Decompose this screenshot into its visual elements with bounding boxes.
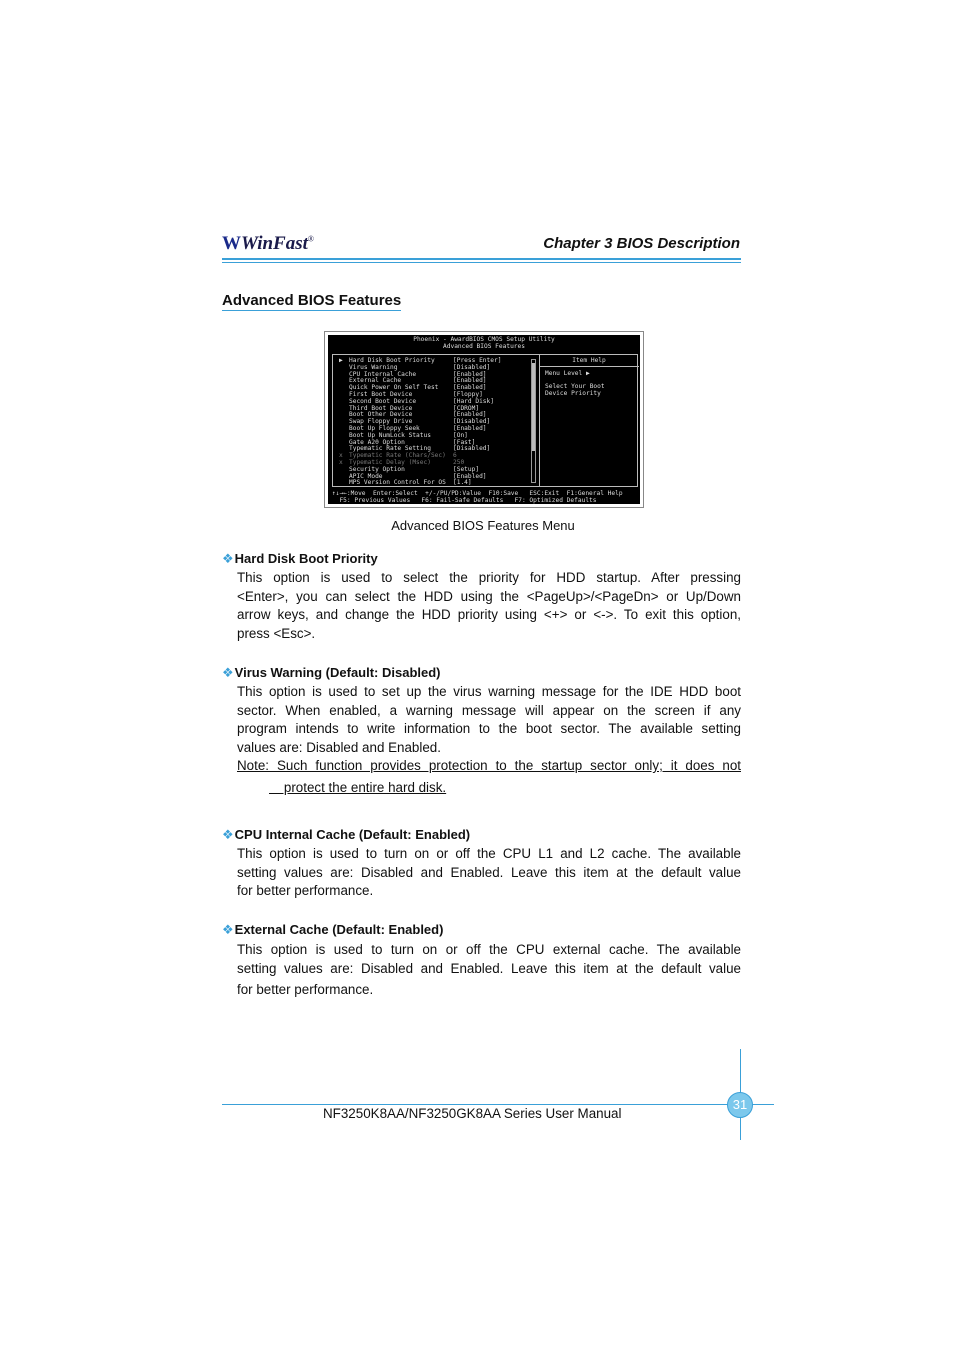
- virus-heading: [222, 665, 441, 681]
- winfast-logo: [222, 233, 314, 255]
- bios-scrollbar[interactable]: [531, 359, 536, 483]
- bios-help-menu-level: Menu Level ▶: [545, 370, 590, 377]
- manual-title: NF3250K8AA/NF3250GK8AA Series User Manual: [323, 1106, 622, 1121]
- logo-registered-mark: ®: [307, 234, 314, 244]
- paragraph-line: This option is used to turn on or off the CPU L1 and L2 cache. The available: [237, 846, 741, 861]
- bios-setting-label: Boot Other Device: [349, 411, 413, 419]
- bios-setting-value[interactable]: [Press Enter]: [453, 357, 502, 364]
- bios-setting-label: Typematic Delay (Msec): [349, 458, 431, 466]
- bios-help-title: Item Help: [572, 357, 606, 364]
- bios-item-list: [339, 358, 535, 487]
- bios-setting-value[interactable]: [Enabled]: [453, 411, 487, 419]
- bios-setting-value[interactable]: [CDROM]: [453, 404, 480, 412]
- paragraph-line: This option is used to select the priority for HDD startup. After pressing: [237, 570, 741, 585]
- bios-setting-value[interactable]: [Enabled]: [453, 424, 487, 432]
- paragraph-line: This option is used to set up the virus warning message for the IDE HDD boot: [237, 684, 741, 699]
- ext-cache-heading-text: External Cache (Default: Enabled): [234, 922, 444, 937]
- paragraph-line: setting values are: Disabled and Enabled. Leave this item at the default value: [237, 864, 741, 880]
- bios-title: [328, 337, 640, 351]
- bios-setting-label: Hard Disk Boot Priority: [349, 357, 435, 364]
- bios-title-line1: Phoenix - AwardBIOS CMOS Setup Utility: [413, 336, 555, 343]
- bios-setting-label: External Cache: [349, 377, 402, 385]
- bios-setting-value[interactable]: [Hard Disk]: [453, 397, 494, 405]
- bios-setting-value[interactable]: [Floppy]: [453, 390, 483, 398]
- bios-setting-label: Swap Floppy Drive: [349, 418, 413, 426]
- virus-heading-text: Virus Warning (Default: Disabled): [234, 665, 441, 680]
- section-title: Advanced BIOS Features: [222, 292, 402, 309]
- paragraph-line: arrow keys, and change the HDD priority using <+> or <->. To exit this option,: [237, 607, 741, 623]
- row-marker: x: [339, 452, 343, 460]
- cpu-cache-heading: [222, 827, 470, 843]
- bios-panel-divider: [539, 355, 540, 486]
- row-marker: x: [339, 458, 343, 466]
- bios-setting-label: First Boot Device: [349, 390, 413, 398]
- logo-mark: W: [222, 233, 241, 254]
- bios-help-line: Select Your Boot: [545, 383, 605, 390]
- bios-setting-label: CPU Internal Cache: [349, 370, 417, 378]
- bios-setting-value[interactable]: [Enabled]: [453, 370, 487, 378]
- bios-key-legend: [332, 491, 636, 505]
- paragraph-line: setting values are: Disabled and Enabled. Leave this item at the default value: [237, 960, 741, 976]
- paragraph-line: program intends to write information to the boot sector. The available setting: [237, 721, 741, 737]
- bios-setting-value[interactable]: [Disabled]: [453, 445, 491, 453]
- bios-setting-value[interactable]: [1.4]: [453, 479, 472, 487]
- virus-note-continued: protect the entire hard disk.: [269, 780, 447, 795]
- bios-setting-label: APIC Mode: [349, 472, 383, 480]
- paragraph-line: values are: Disabled and Enabled.: [237, 739, 441, 755]
- logo-text: WinFast: [241, 233, 308, 254]
- paragraph-line: <Enter>, you can select the HDD using the <PageUp>/<PageDn> or Up/Down: [237, 588, 741, 604]
- paragraph-line: for better performance.: [237, 982, 374, 998]
- bios-setting-value[interactable]: [Enabled]: [453, 384, 487, 392]
- bios-key-legend-line1: ↑↓→←:Move Enter:Select +/-/PU/PD:Value F10:Save ESC:Exit F1:General Help: [332, 490, 623, 497]
- ext-cache-paragraph: [237, 941, 741, 1000]
- bios-setting-label: Security Option: [349, 465, 405, 473]
- bios-setting-label: Gate A20 Option: [349, 438, 405, 446]
- bios-setting-value[interactable]: [Disabled]: [453, 418, 491, 426]
- cpu-cache-heading-text: CPU Internal Cache (Default: Enabled): [234, 827, 471, 842]
- bios-setting-value[interactable]: [Enabled]: [453, 377, 487, 385]
- bios-main-panel: [332, 354, 638, 487]
- bios-help-separator: [540, 366, 639, 367]
- bios-setting-value[interactable]: [On]: [453, 431, 468, 439]
- hdd-heading: [222, 551, 378, 567]
- diamond-bullet-icon: ❖: [222, 922, 234, 937]
- bios-setting-label: Boot Up NumLock Status: [349, 431, 431, 439]
- submenu-arrow-icon: ▶: [339, 357, 343, 364]
- page-number: 31: [727, 1092, 753, 1118]
- footer-rule: [222, 1104, 774, 1105]
- diamond-bullet-icon: ❖: [222, 551, 234, 566]
- bios-setting-label: MPS Version Control For OS: [349, 479, 446, 487]
- virus-note: Note: Such function provides protection to the startup sector only; it does not: [237, 758, 741, 773]
- cpu-cache-paragraph: [237, 845, 741, 901]
- bios-setting-value[interactable]: [Setup]: [453, 465, 480, 473]
- bios-setting-label: Typematic Rate Setting: [349, 445, 431, 453]
- ext-cache-heading: [222, 922, 443, 938]
- virus-paragraph: [237, 683, 741, 757]
- figure-caption: Advanced BIOS Features Menu: [391, 518, 575, 533]
- paragraph-line: This option is used to turn on or off the CPU external cache. The available: [237, 942, 741, 957]
- bios-screenshot: [324, 331, 644, 508]
- bios-setting-value[interactable]: [Disabled]: [453, 363, 491, 371]
- bios-setting-row[interactable]: [339, 480, 535, 487]
- bios-scroll-thumb[interactable]: [532, 363, 535, 451]
- bios-setting-value[interactable]: [Enabled]: [453, 472, 487, 480]
- bios-setting-label: Third Boot Device: [349, 404, 413, 412]
- bios-setting-label: Virus Warning: [349, 363, 398, 371]
- diamond-bullet-icon: ❖: [222, 665, 234, 680]
- bios-setting-value[interactable]: 6: [453, 452, 457, 460]
- bios-setting-value[interactable]: 250: [453, 458, 465, 466]
- diamond-bullet-icon: ❖: [222, 827, 234, 842]
- bios-setting-label: Boot Up Floppy Seek: [349, 424, 420, 432]
- header-rule: [222, 258, 741, 260]
- bios-key-legend-line2: F5: Previous Values F6: Fail-Safe Defaults F7: Optimized Defaults: [332, 496, 597, 504]
- bios-help-line: Device Priority: [545, 390, 601, 397]
- chapter-title: Chapter 3 BIOS Description: [543, 235, 740, 252]
- bios-setting-value[interactable]: [Fast]: [453, 438, 476, 446]
- hdd-heading-text: Hard Disk Boot Priority: [234, 551, 378, 566]
- header-rule-thin: [222, 262, 741, 263]
- bios-setting-label: Quick Power On Self Test: [349, 384, 439, 392]
- bios-screen: [328, 335, 640, 504]
- bios-title-line2: Advanced BIOS Features: [443, 342, 525, 350]
- paragraph-line: sector. When enabled, a warning message will appear on the screen if any: [237, 702, 741, 718]
- hdd-paragraph: [237, 569, 741, 643]
- paragraph-line: for better performance.: [237, 883, 374, 899]
- bios-setting-label: Second Boot Device: [349, 397, 417, 405]
- bios-setting-label: Typematic Rate (Chars/Sec): [349, 452, 446, 460]
- paragraph-line: press <Esc>.: [237, 625, 316, 641]
